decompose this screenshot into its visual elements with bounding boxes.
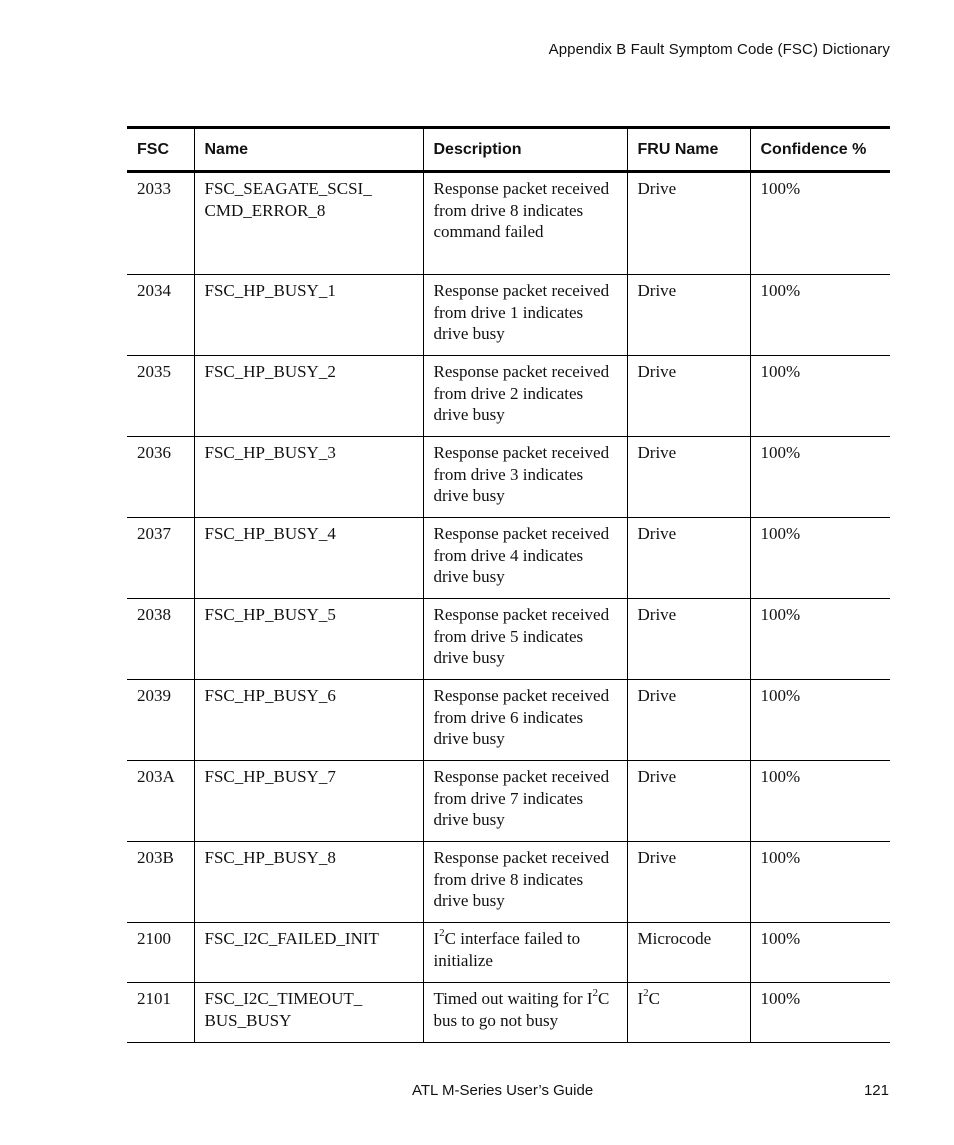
confidence: 100% [750,172,890,275]
table-row [127,923,890,983]
fsc-code: 2036 [137,443,171,462]
page-number: 121 [863,1082,889,1099]
fsc-code: 2034 [137,281,171,300]
fru-name: Drive [627,172,750,275]
fsc-description: Response packet received from drive 8 indicates drive busy [423,842,627,923]
confidence: 100% [750,356,890,437]
fsc-name: FSC_HP_BUSY_8 [194,842,423,923]
fru-name: Drive [627,356,750,437]
fsc-description: Response packet received from drive 3 indicates drive busy [423,437,627,518]
fsc-code: 2037 [137,524,171,543]
fsc-code: 2100 [137,929,171,948]
fsc-name: FSC_I2C_TIMEOUT_ BUS_BUSY [194,983,423,1043]
fsc-code: 2035 [137,362,171,381]
fsc-name: FSC_HP_BUSY_1 [194,275,423,356]
fsc-name: FSC_SEAGATE_SCSI_ CMD_ERROR_8 [194,172,423,275]
fru-name: $I^2C$ [627,983,750,1043]
fsc-code: 2038 [137,605,171,624]
confidence: 100% [750,983,890,1043]
fsc-code: 2039 [137,686,171,705]
confidence: 100% [750,518,890,599]
fsc-name: FSC_HP_BUSY_4 [194,518,423,599]
column-header-fru-name: FRU Name [627,128,750,172]
fsc-description: Response packet received from drive 7 indicates drive busy [423,761,627,842]
fru-name: Drive [627,680,750,761]
fsc-dictionary-table [127,126,890,1043]
table-row [127,599,890,680]
table-row [127,983,890,1043]
confidence: 100% [750,437,890,518]
column-header-confidence: Confidence % [750,128,890,172]
fru-name: Drive [627,599,750,680]
fsc-name: FSC_HP_BUSY_3 [194,437,423,518]
fru-name: Drive [627,518,750,599]
fsc-name: FSC_HP_BUSY_6 [194,680,423,761]
fsc-code: 203A [137,767,175,786]
column-header-name: Name [194,128,423,172]
table-header-row [127,128,890,172]
fsc-code: 203B [137,848,174,867]
fsc-description: Timed out waiting for $I^2C$ bus to go not busy [423,983,627,1043]
table-row [127,842,890,923]
table-row [127,761,890,842]
fsc-name: FSC_I2C_FAILED_INIT [194,923,423,983]
table-row [127,437,890,518]
table-row [127,275,890,356]
table-row [127,172,890,275]
confidence: 100% [750,842,890,923]
confidence: 100% [750,680,890,761]
fsc-name: FSC_HP_BUSY_2 [194,356,423,437]
table-row [127,680,890,761]
fsc-description: Response packet received from drive 4 indicates drive busy [423,518,627,599]
confidence: 100% [750,923,890,983]
running-header: Appendix B Fault Symptom Code (FSC) Dictionary [548,41,890,58]
fsc-code: 2101 [137,989,171,1008]
fru-name: Drive [627,437,750,518]
fsc-code: 2033 [137,179,171,198]
fsc-name: FSC_HP_BUSY_7 [194,761,423,842]
fru-name: Drive [627,761,750,842]
column-header-fsc: FSC [137,140,169,158]
fsc-description: Response packet received from drive 2 indicates drive busy [423,356,627,437]
fsc-name: FSC_HP_BUSY_5 [194,599,423,680]
footer-guide-title: ATL M-Series User’s Guide [412,1082,594,1099]
fsc-description: Response packet received from drive 6 indicates drive busy [423,680,627,761]
confidence: 100% [750,761,890,842]
table-row [127,518,890,599]
fsc-description: Response packet received from drive 1 indicates drive busy [423,275,627,356]
fsc-description: Response packet received from drive 5 indicates drive busy [423,599,627,680]
fsc-description: Response packet received from drive 8 indicates command failed [423,172,627,275]
fru-name: Microcode [627,923,750,983]
fsc-description: $I^2C$ interface failed to initialize [423,923,627,983]
fru-name: Drive [627,842,750,923]
confidence: 100% [750,599,890,680]
table-row [127,356,890,437]
column-header-description: Description [423,128,627,172]
fru-name: Drive [627,275,750,356]
confidence: 100% [750,275,890,356]
